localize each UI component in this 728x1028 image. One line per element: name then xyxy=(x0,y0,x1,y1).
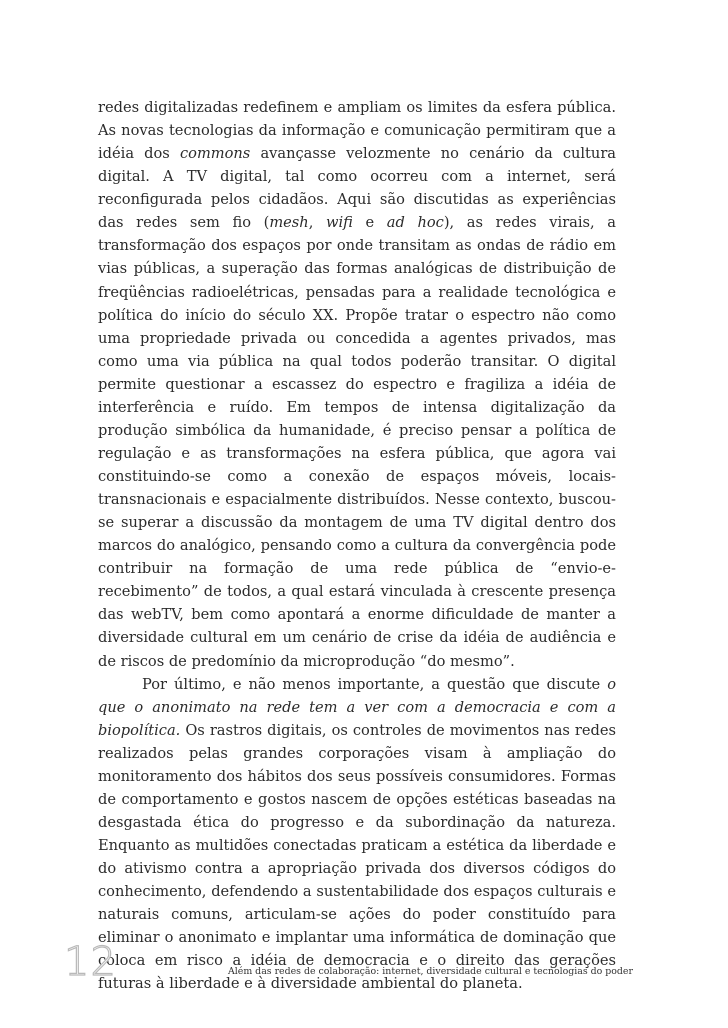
paragraph-1-text-5: ), as redes virais, a transformação dos espaços por onde transitam as ondas de rádio em vias públicas, a superação das formas analógicas de distribuição de freqüências radioelétricas, pensadas para a realidade tecnológica e política do início do século XX. Propõe tratar o espectro não como uma propriedade privada ou concedida a agentes privados, mas como uma via pública na qual todos poderão transitar. O digital permite questionar a escassez do espectro e fragiliza a idéia de interferência e ruído. Em tempos de intensa digitalização da produção simbólica da humanidade, é preciso pensar a política de regulação e as transformações na esfera pública, que agora vai constituindo-se como a conexão de espaços móveis, locais-transnacionais e espacialmente distribuídos. Nesse contexto, buscou-se superar a discussão da montagem de uma TV digital dentro dos marcos do analógico, pensando como a cultura da convergência pode contribuir na formação de uma rede pública de “envio-e-recebimento” de todos, a qual estará vinculada à crescente presença das webTV, bem como apontará a enorme dificuldade de manter a diversidade cultural em um cenário de crise da idéia de audiência e de riscos de predomínio da microprodução “do mesmo”. xyxy=(98,214,617,670)
paragraph-2 xyxy=(98,673,616,996)
paragraph-1-text-4: e xyxy=(352,214,387,232)
italic-term-commons: commons xyxy=(179,145,251,163)
body-text xyxy=(98,96,616,995)
italic-phrase-anonimato: o que o anonimato na rede tem a ver com a democracia e com a biopolítica. xyxy=(98,675,616,739)
paragraph-1-text-3: , xyxy=(308,214,326,232)
paragraph-2-text-2: Os rastros digitais, os controles de movimentos nas redes realizados pelas grandes corporações visam à ampliação do monitoramento dos hábitos dos seus possíveis consumidores. Formas de comportamento e gostos nascem de opções estéticas baseadas na desgastada ética do progresso e da subordinação da natureza. Enquanto as multidões conectadas praticam a estética da liberdade e do ativismo contra a apropriação privada dos diversos códigos do conhecimento, defendendo a sustentabilidade dos espaços culturais e naturais comuns, articulam-se ações do poder constituído para eliminar o anonimato e implantar uma informática de dominação que coloca em risco a idéia de democracia e o direito das gerações futuras à liberdade e à diversidade ambiental do planeta. xyxy=(98,721,616,993)
italic-term-ad-hoc: ad hoc xyxy=(386,214,444,232)
paragraph-1-text-2: avançasse velozmente no cenário da cultura digital. A TV digital, tal como ocorreu com a internet, será reconfigurada pelos cidadãos. Aqui são discutidas as experiências das redes sem fio ( xyxy=(98,145,616,232)
paragraph-1 xyxy=(98,96,616,673)
page-number: 12 xyxy=(64,939,117,985)
paragraph-2-text-1: Por último, e não menos importante, a questão que discute xyxy=(142,675,608,693)
italic-term-mesh: mesh xyxy=(269,214,309,232)
italic-term-wifi: wifi xyxy=(325,214,353,232)
paragraph-1-text-1: redes digitalizadas redefinem e ampliam os limites da esfera pública. As novas tecnologias da informação e comunicação permitiram que a idéia dos xyxy=(98,99,616,163)
running-footer: Além das redes de colaboração: internet, diversidade cultural e tecnologias do poder xyxy=(228,966,633,977)
